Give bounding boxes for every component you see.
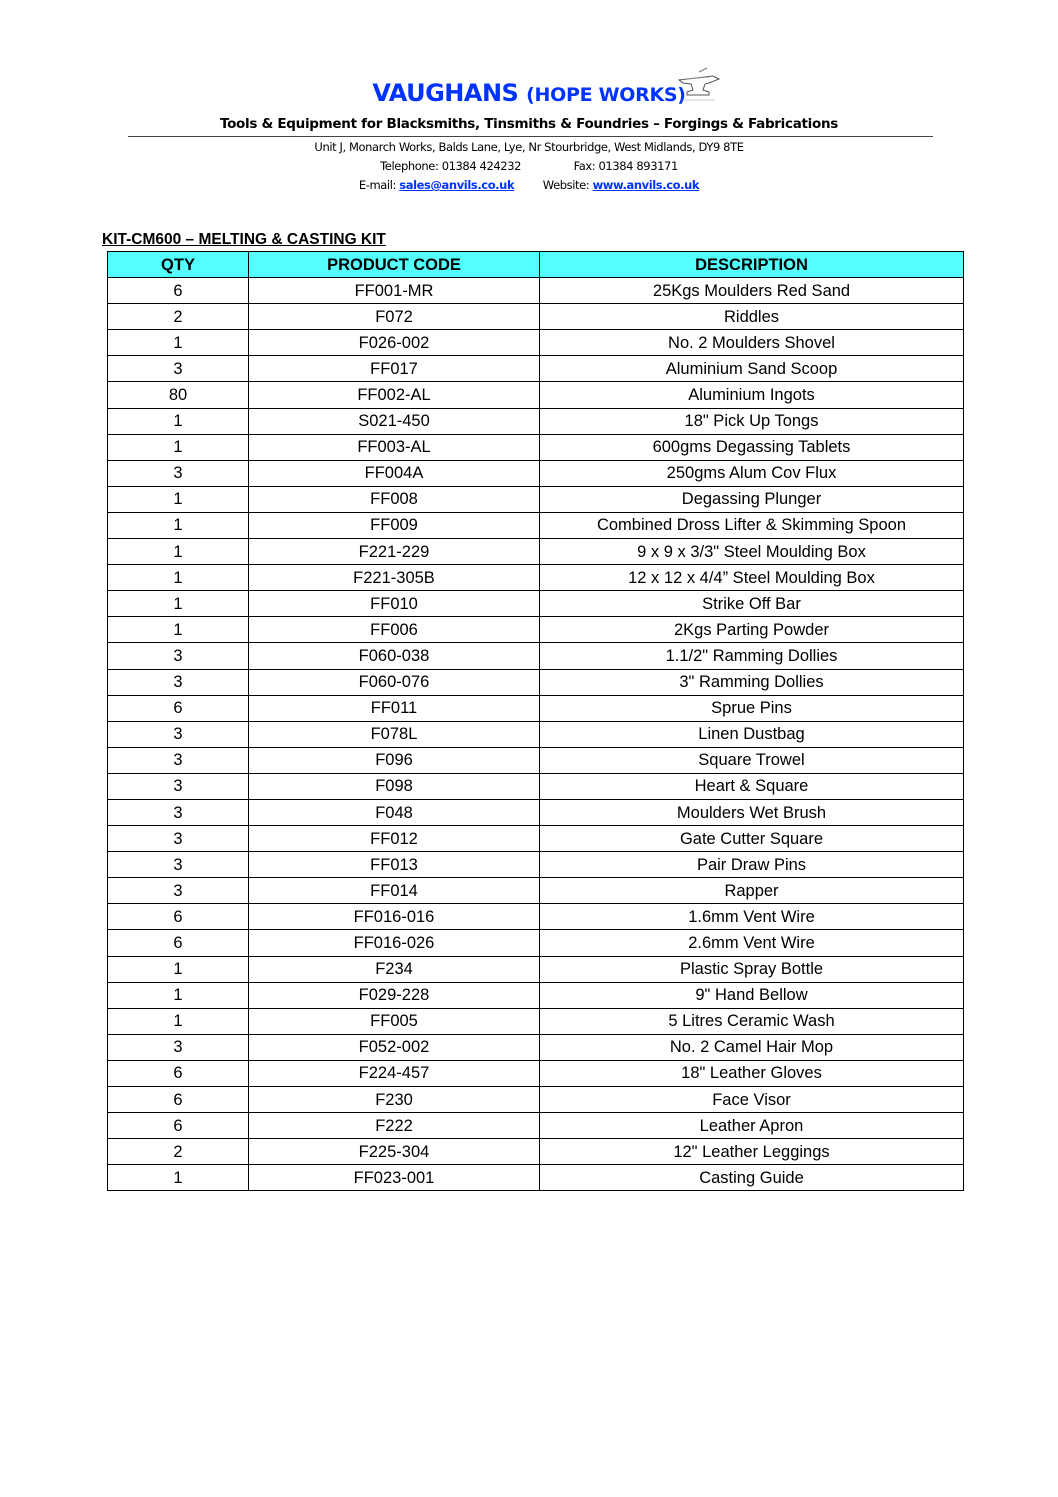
table-row	[108, 799, 964, 825]
table-row	[108, 304, 964, 330]
qty-cell: 1	[108, 591, 249, 617]
product-code-cell: F060-076	[249, 669, 540, 695]
table-row	[108, 591, 964, 617]
description-cell: 25Kgs Moulders Red Sand	[540, 278, 964, 304]
qty-cell: 1	[108, 617, 249, 643]
product-code-cell: F234	[249, 956, 540, 982]
telephone-number: 01384 424232	[441, 159, 522, 173]
table-row	[108, 486, 964, 512]
product-code-cell: FF010	[249, 591, 540, 617]
description-cell: Sprue Pins	[540, 695, 964, 721]
description-cell: 250gms Alum Cov Flux	[540, 460, 964, 486]
qty-cell: 1	[108, 434, 249, 460]
qty-cell: 3	[108, 1034, 249, 1060]
header-description: DESCRIPTION	[540, 252, 964, 278]
table-row	[108, 773, 964, 799]
product-code-cell: S021-450	[249, 408, 540, 434]
product-code-cell: FF017	[249, 356, 540, 382]
table-row	[108, 460, 964, 486]
description-cell: 18" Pick Up Tongs	[540, 408, 964, 434]
product-code-cell: F222	[249, 1113, 540, 1139]
description-cell: Strike Off Bar	[540, 591, 964, 617]
table-row	[108, 982, 964, 1008]
qty-cell: 1	[108, 486, 249, 512]
table-row	[108, 434, 964, 460]
table-row	[108, 826, 964, 852]
product-code-cell: FF023-001	[249, 1165, 540, 1191]
table-row	[108, 1113, 964, 1139]
qty-cell: 3	[108, 773, 249, 799]
address: Unit J, Monarch Works, Balds Lane, Lye, Nr Stourbridge, West Midlands, DY9 8TE	[314, 140, 744, 154]
table-header-row	[108, 252, 964, 278]
product-code-cell: F060-038	[249, 643, 540, 669]
description-cell: Moulders Wet Brush	[540, 799, 964, 825]
description-cell: Plastic Spray Bottle	[540, 956, 964, 982]
qty-cell: 3	[108, 826, 249, 852]
table-row	[108, 330, 964, 356]
qty-cell: 6	[108, 695, 249, 721]
description-cell: No. 2 Moulders Shovel	[540, 330, 964, 356]
header-divider	[128, 136, 933, 137]
product-code-cell: F078L	[249, 721, 540, 747]
description-cell: Square Trowel	[540, 747, 964, 773]
description-cell: No. 2 Camel Hair Mop	[540, 1034, 964, 1060]
qty-cell: 6	[108, 1060, 249, 1086]
product-code-cell: F052-002	[249, 1034, 540, 1060]
letterhead	[0, 62, 1058, 192]
description-cell: 2Kgs Parting Powder	[540, 617, 964, 643]
product-code-cell: FF016-026	[249, 930, 540, 956]
description-cell: Riddles	[540, 304, 964, 330]
table-row	[108, 1165, 964, 1191]
qty-cell: 6	[108, 1113, 249, 1139]
product-code-cell: F224-457	[249, 1060, 540, 1086]
description-cell: Heart & Square	[540, 773, 964, 799]
table-row	[108, 356, 964, 382]
qty-cell: 1	[108, 1008, 249, 1034]
qty-cell: 3	[108, 852, 249, 878]
table-row	[108, 382, 964, 408]
product-code-cell: F225-304	[249, 1139, 540, 1165]
description-cell: 12" Leather Leggings	[540, 1139, 964, 1165]
kit-table	[107, 251, 964, 1191]
qty-cell: 1	[108, 512, 249, 538]
telephone-label: Telephone:	[380, 159, 439, 173]
qty-cell: 1	[108, 565, 249, 591]
product-code-cell: FF012	[249, 826, 540, 852]
description-cell: Aluminium Ingots	[540, 382, 964, 408]
table-row	[108, 956, 964, 982]
company-name	[0, 78, 1058, 110]
description-cell: 5 Litres Ceramic Wash	[540, 1008, 964, 1034]
product-code-cell: FF009	[249, 512, 540, 538]
table-row	[108, 643, 964, 669]
qty-cell: 6	[108, 1087, 249, 1113]
description-cell: Leather Apron	[540, 1113, 964, 1139]
table-row	[108, 721, 964, 747]
product-code-cell: F230	[249, 1087, 540, 1113]
fax-number: 01384 893171	[598, 159, 678, 173]
product-code-cell: FF001-MR	[249, 278, 540, 304]
table-row	[108, 669, 964, 695]
table-row	[108, 408, 964, 434]
header-product-code: PRODUCT CODE	[249, 252, 540, 278]
qty-cell: 6	[108, 278, 249, 304]
description-cell: 600gms Degassing Tablets	[540, 434, 964, 460]
qty-cell: 1	[108, 408, 249, 434]
fax-label: Fax:	[573, 159, 596, 173]
product-code-cell: FF005	[249, 1008, 540, 1034]
description-cell: 2.6mm Vent Wire	[540, 930, 964, 956]
description-cell: Combined Dross Lifter & Skimming Spoon	[540, 512, 964, 538]
qty-cell: 2	[108, 304, 249, 330]
table-row	[108, 930, 964, 956]
qty-cell: 1	[108, 956, 249, 982]
table-row	[108, 904, 964, 930]
qty-cell: 3	[108, 460, 249, 486]
table-row	[108, 695, 964, 721]
qty-cell: 3	[108, 356, 249, 382]
description-cell: 9" Hand Bellow	[540, 982, 964, 1008]
description-cell: Pair Draw Pins	[540, 852, 964, 878]
product-code-cell: F096	[249, 747, 540, 773]
product-code-cell: F026-002	[249, 330, 540, 356]
product-code-cell: FF014	[249, 878, 540, 904]
qty-cell: 80	[108, 382, 249, 408]
product-code-cell: F098	[249, 773, 540, 799]
qty-cell: 2	[108, 1139, 249, 1165]
description-cell: 1.6mm Vent Wire	[540, 904, 964, 930]
header-qty: QTY	[108, 252, 249, 278]
product-code-cell: FF006	[249, 617, 540, 643]
kit-title: KIT-CM600 – MELTING & CASTING KIT	[102, 231, 386, 248]
anvil-icon	[669, 66, 723, 106]
email-label: E-mail:	[358, 178, 396, 192]
product-code-cell: FF016-016	[249, 904, 540, 930]
table-row	[108, 1060, 964, 1086]
email-link[interactable]: sales@anvils.co.uk	[399, 178, 515, 192]
description-cell: Degassing Plunger	[540, 486, 964, 512]
product-code-cell: FF004A	[249, 460, 540, 486]
product-code-cell: F072	[249, 304, 540, 330]
qty-cell: 3	[108, 669, 249, 695]
table-row	[108, 539, 964, 565]
product-code-cell: F221-305B	[249, 565, 540, 591]
tagline: Tools & Equipment for Blacksmiths, Tinsmiths & Foundries – Forgings & Fabrications	[219, 116, 839, 132]
table-row	[108, 617, 964, 643]
product-code-cell: FF008	[249, 486, 540, 512]
qty-cell: 1	[108, 330, 249, 356]
description-cell: 12 x 12 x 4/4” Steel Moulding Box	[540, 565, 964, 591]
table-row	[108, 1034, 964, 1060]
company-row	[0, 62, 1058, 110]
website-link[interactable]: www.anvils.co.uk	[592, 178, 700, 192]
qty-cell: 1	[108, 1165, 249, 1191]
product-code-cell: F221-229	[249, 539, 540, 565]
qty-cell: 1	[108, 539, 249, 565]
description-cell: Rapper	[540, 878, 964, 904]
qty-cell: 1	[108, 982, 249, 1008]
qty-cell: 6	[108, 930, 249, 956]
company-name-suffix: (HOPE WORKS)	[526, 84, 686, 106]
description-cell: 1.1/2" Ramming Dollies	[540, 643, 964, 669]
description-cell: Casting Guide	[540, 1165, 964, 1191]
product-code-cell: FF013	[249, 852, 540, 878]
website-label: Website:	[542, 178, 590, 192]
phone-line	[0, 158, 1058, 174]
qty-cell: 3	[108, 721, 249, 747]
table-row	[108, 512, 964, 538]
product-code-cell: F029-228	[249, 982, 540, 1008]
description-cell: Linen Dustbag	[540, 721, 964, 747]
table-row	[108, 852, 964, 878]
qty-cell: 3	[108, 878, 249, 904]
table-row	[108, 878, 964, 904]
qty-cell: 3	[108, 747, 249, 773]
description-cell: 18" Leather Gloves	[540, 1060, 964, 1086]
qty-cell: 3	[108, 799, 249, 825]
company-name-main: VAUGHANS	[372, 79, 519, 107]
qty-cell: 6	[108, 904, 249, 930]
description-cell: Face Visor	[540, 1087, 964, 1113]
description-cell: 3" Ramming Dollies	[540, 669, 964, 695]
table-body	[108, 278, 964, 1191]
product-code-cell: FF011	[249, 695, 540, 721]
description-cell: Gate Cutter Square	[540, 826, 964, 852]
table-row	[108, 1087, 964, 1113]
contact-line	[0, 177, 1058, 193]
table-row	[108, 1008, 964, 1034]
product-code-cell: FF002-AL	[249, 382, 540, 408]
product-code-cell: F048	[249, 799, 540, 825]
qty-cell: 3	[108, 643, 249, 669]
product-code-cell: FF003-AL	[249, 434, 540, 460]
table-row	[108, 747, 964, 773]
table-row	[108, 278, 964, 304]
description-cell: Aluminium Sand Scoop	[540, 356, 964, 382]
table-row	[108, 565, 964, 591]
description-cell: 9 x 9 x 3/3" Steel Moulding Box	[540, 539, 964, 565]
table-row	[108, 1139, 964, 1165]
